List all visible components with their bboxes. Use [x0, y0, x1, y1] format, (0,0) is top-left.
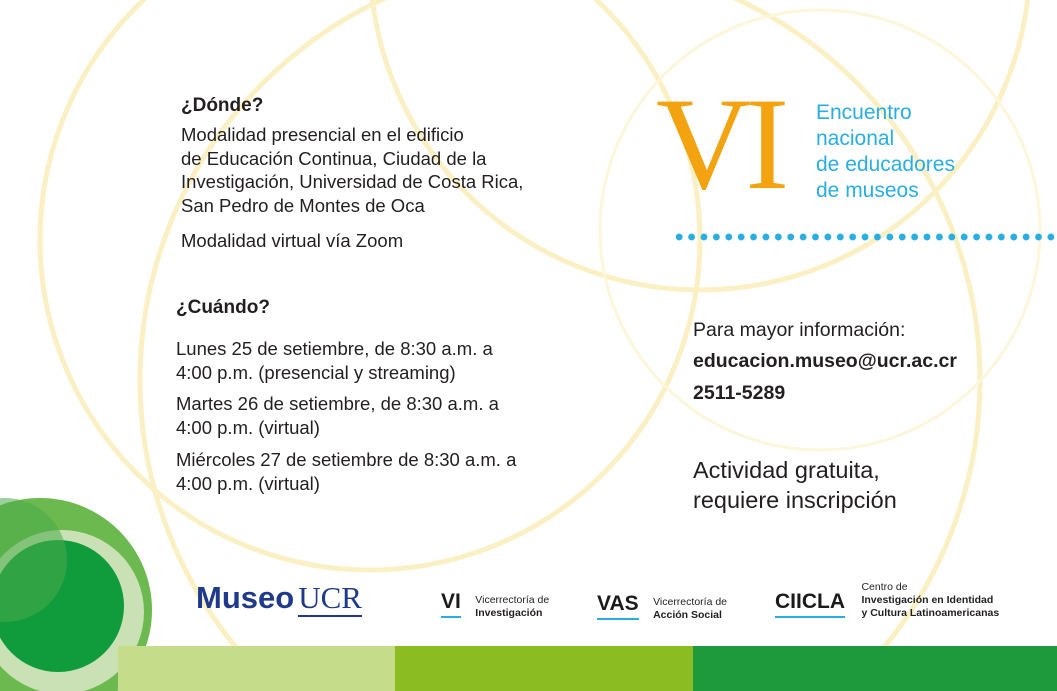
donde-virtual: Modalidad virtual vía Zoom	[181, 230, 404, 251]
event-numeral: VI	[656, 70, 784, 217]
museo-word: Museo	[196, 580, 295, 615]
museo-ucr-logo	[196, 580, 362, 616]
contact-label: Para mayor información:	[693, 319, 906, 341]
bar-light-green	[118, 646, 395, 691]
ciicla-desc-line: Centro de	[861, 581, 908, 593]
donde-line: Investigación, Universidad de Costa Rica,	[181, 171, 524, 192]
event-title-line: de museos	[816, 179, 919, 202]
vas-desc-line: Vicerrectoría de	[653, 596, 728, 608]
session-monday	[176, 337, 493, 384]
ciicla-desc-line: y Cultura Latinoamericanas	[861, 607, 1000, 619]
contact-email[interactable]: educacion.museo@ucr.ac.cr	[693, 350, 957, 372]
event-title	[816, 100, 955, 204]
session-tuesday	[176, 392, 499, 439]
note-line: requiere inscripción	[693, 487, 897, 513]
session-line: 4:00 p.m. (virtual)	[176, 416, 320, 438]
donde-line: San Pedro de Montes de Oca	[181, 194, 425, 216]
event-title-line: Encuentro	[816, 101, 912, 124]
ciicla-desc-line: Investigación en Identidad	[861, 594, 994, 606]
ciicla-logo	[775, 581, 999, 620]
vi-desc	[475, 594, 549, 620]
contact-phone[interactable]: 2511-5289	[693, 382, 786, 404]
session-wednesday	[176, 448, 516, 495]
donde-presencial	[181, 123, 523, 217]
vi-desc-line: Investigación	[475, 607, 543, 619]
session-line: Lunes 25 de setiembre, de 8:30 a.m. a	[176, 338, 493, 359]
note-line: Actividad gratuita,	[693, 457, 880, 483]
vas-abbr: VAS	[597, 592, 639, 620]
donde-line: Modalidad presencial en el edificio	[181, 124, 464, 145]
vi-logo	[441, 590, 549, 620]
donde-line: de Educación Continua, Ciudad de la	[181, 147, 487, 169]
vi-abbr: VI	[441, 590, 461, 618]
bar-dark-green	[693, 646, 1057, 691]
vas-logo	[597, 592, 727, 622]
bar-mid-green	[395, 646, 693, 691]
donde-heading: ¿Dónde?	[181, 95, 264, 116]
session-line: 4:00 p.m. (presencial y streaming)	[176, 361, 456, 383]
free-activity-note	[693, 455, 897, 515]
cuando-heading: ¿Cuándo?	[176, 297, 270, 318]
ciicla-abbr: CIICLA	[775, 590, 845, 618]
session-line: 4:00 p.m. (virtual)	[176, 472, 320, 494]
session-line: Martes 26 de setiembre, de 8:30 a.m. a	[176, 393, 499, 414]
vas-desc	[653, 596, 727, 622]
ucr-word: UCR	[298, 580, 362, 615]
event-title-line: nacional	[816, 127, 895, 150]
session-line: Miércoles 27 de setiembre de 8:30 a.m. a	[176, 449, 517, 470]
dotted-divider	[673, 233, 1057, 241]
event-title-line: de educadores	[816, 153, 955, 176]
ciicla-desc	[861, 581, 999, 620]
vi-desc-line: Vicerrectoría de	[475, 594, 550, 606]
vas-desc-line: Acción Social	[653, 609, 722, 621]
